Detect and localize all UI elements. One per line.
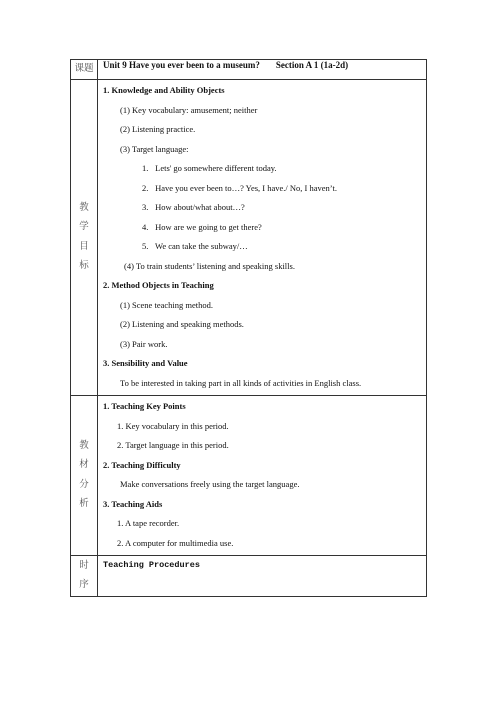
procedures-row xyxy=(71,556,427,597)
objectives-content xyxy=(98,80,427,396)
aid-item: 1. A tape recorder. xyxy=(117,518,180,528)
header-row xyxy=(71,60,427,80)
objectives-label-char: 标 xyxy=(79,261,89,271)
lesson-plan-table xyxy=(70,59,427,597)
topic-label: 课题 xyxy=(71,60,98,80)
knowledge-heading: 1. Knowledge and Ability Objects xyxy=(103,85,225,95)
method-heading: 2. Method Objects in Teaching xyxy=(103,280,214,290)
key-point-item: 1. Key vocabulary in this period. xyxy=(117,420,229,431)
key-point-item: 2. Target language in this period. xyxy=(117,440,229,450)
objectives-row xyxy=(71,80,427,396)
objectives-label xyxy=(71,80,98,396)
vocabulary-item: (1) Key vocabulary: amusement; neither xyxy=(120,104,258,115)
lesson-title xyxy=(98,60,426,70)
target-language-item: (3) Target language: xyxy=(120,143,189,154)
analysis-label-char: 材 xyxy=(79,460,89,470)
sensibility-heading: 3. Sensibility and Value xyxy=(103,358,188,368)
analysis-label xyxy=(71,396,98,556)
aid-item: 2. A computer for multimedia use. xyxy=(117,537,234,548)
key-points-heading: 1. Teaching Key Points xyxy=(103,401,186,411)
target-sentence: 3. How about/what about…? xyxy=(142,202,245,212)
method-item: (3) Pair work. xyxy=(120,338,168,349)
target-sentence: 1. Lets' go somewhere different today. xyxy=(142,163,277,173)
method-item: (2) Listening and speaking methods. xyxy=(120,319,244,329)
analysis-label-char: 析 xyxy=(79,499,89,509)
section-title: Section A 1 (1a-2d) xyxy=(275,60,349,70)
analysis-row xyxy=(71,396,427,556)
unit-title: Unit 9 Have you ever been to a museum? xyxy=(103,60,260,70)
procedures-label xyxy=(71,556,98,597)
analysis-label-char: 教 xyxy=(79,440,89,451)
procedures-content xyxy=(98,556,427,597)
difficulty-heading: 2. Teaching Difficulty xyxy=(103,459,181,470)
objectives-label-char: 教 xyxy=(79,202,89,213)
target-sentence: 4. How are we going to get there? xyxy=(142,221,262,232)
sensibility-item: To be interested in taking part in all kinds of activities in English class. xyxy=(120,377,362,388)
difficulty-item: Make conversations freely using the target language. xyxy=(120,479,300,489)
analysis-label-char: 分 xyxy=(79,479,89,490)
topic-cell xyxy=(98,60,427,80)
listening-item: (2) Listening practice. xyxy=(120,124,196,134)
objectives-label-char: 学 xyxy=(79,222,89,232)
objectives-label-char: 目 xyxy=(79,241,89,252)
procedures-label-char: 时 xyxy=(79,560,89,571)
procedures-label-char: 序 xyxy=(79,580,89,590)
target-sentence: 2. Have you ever been to…? Yes, I have./ No, I haven’t. xyxy=(142,182,337,193)
method-item: (1) Scene teaching method. xyxy=(120,299,213,310)
skills-item: (4) To train students’ listening and speaking skills. xyxy=(124,260,295,271)
target-sentence: 5. We can take the subway/… xyxy=(142,241,248,251)
analysis-content xyxy=(98,396,427,556)
procedures-title: Teaching Procedures xyxy=(103,560,200,570)
aids-heading: 3. Teaching Aids xyxy=(103,498,163,509)
